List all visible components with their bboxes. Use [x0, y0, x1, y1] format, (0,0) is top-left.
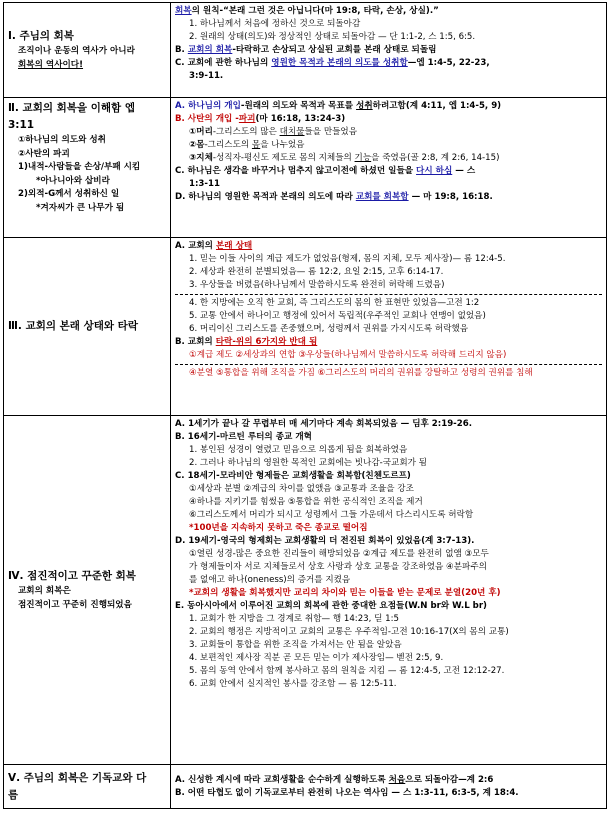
section-3-item-6: 6. 머리이신 그리스도를 존중했으며, 성령께서 권위를 가지시도록 허락했음: [189, 324, 469, 334]
section-3-item-1: 1. 믿는 이들 사이의 계급 제도가 없었음(형제, 몸의 지체, 모두 제사장)— 롬 12:4-5.: [189, 254, 506, 264]
section-3-item-5: 5. 교통 안에서 하나이고 행정에 있어서 독립적(우주적인 교회나 연맹이 없었음): [189, 311, 486, 321]
section-4-e-4: 4. 보편적인 제사장 직분 곧 모든 믿는 이가 제사장임— 벧전 2:5, 9.: [189, 653, 444, 663]
section-4-e-6: 6. 교회 안에서 실지적인 봉사를 강조함 — 롬 12:5-11.: [189, 679, 397, 689]
section-4-point-b: B. 16세기-마르틴 루터의 종교 개혁: [175, 432, 312, 442]
section-3-title-cell: [4, 238, 171, 416]
section-row-3: [4, 238, 607, 416]
section-1-item-2: 2. 원래의 상태(의도)와 정상적인 상태로 되돌아감 — 단 1:1-2, 스 1:5, 6:5.: [189, 32, 476, 42]
section-3-point-a: A. 교회의 본래 상태: [175, 241, 253, 251]
section-4-sub-1: 교회의 회복은: [18, 586, 71, 596]
outline-table: [3, 2, 607, 809]
section-2-sub-3: 1)내적-사람들을 손상/부패 시킴: [18, 162, 141, 172]
section-5-point-b: B. 어떤 타협도 없이 기독교로부터 완전히 나오는 역사임 — 스 1:3-11, 6:3-5, 계 18:4.: [175, 787, 519, 798]
section-2-sub-4: *아나니아와 삽비라: [36, 175, 110, 186]
section-4-sub-2: 점진적이고 꾸준히 진행되었음: [18, 599, 132, 610]
section-4-e-1: 1. 교회가 한 지방을 그 경계로 취함— 행 14:23, 딛 1:5: [189, 614, 399, 624]
section-4-e-3: 3. 교회들이 통합을 위한 조직을 가져서는 안 됨을 알았음: [189, 640, 402, 650]
section-2-point-b: B. 사탄의 개입 -파괴(마 16:18, 13:24-3): [175, 114, 346, 124]
section-row-4: [4, 416, 607, 765]
section-2-sub-5: 2)외적-G께서 성취하신 일: [18, 189, 120, 199]
section-3-fall-1: ①계급 제도 ②세상과의 연합 ③우상들(하나님께서 말씀하시도록 허락해 드리지 않음): [189, 350, 507, 360]
section-1-subtitle-line2: 회복의 역사이다!: [18, 59, 84, 70]
section-2-heading-cont: 3:11: [8, 119, 35, 131]
section-2-content-cell: [171, 98, 607, 238]
section-2-b2: ②몸-그리스도의 몸을 나누었음: [189, 140, 305, 150]
section-1-point-c-cont: 3:9-11.: [189, 71, 224, 81]
section-4-d-3: 를 없애고 하나(oneness)의 증거를 지켰음: [189, 575, 351, 585]
section-1-item-1: 1. 하나님께서 처음에 정하신 것으로 되돌아감: [189, 19, 361, 29]
section-4-point-d: D. 19세기-영국의 형제회는 교회생활의 더 전진된 회복이 있었음(계 3:7-13).: [175, 536, 475, 546]
section-3-fall-2: ④분열 ⑤통합을 위해 조직을 가짐 ⑥그리스도의 머리의 권위를 강탈하고 성령의 권위를 침해: [189, 368, 533, 378]
section-2-sub-6: *겨자씨가 큰 나무가 됨: [36, 202, 125, 213]
section-5-title-cell: [4, 765, 171, 809]
section-2-point-d: D. 하나님의 영원한 목적과 본래의 의도에 따라 교회를 회복함 — 마 19:8, 16:18.: [175, 192, 493, 202]
section-4-point-e: E. 동아시아에서 이루어진 교회의 회복에 관한 중대한 요점들(W.N br와 W.L br): [175, 601, 487, 611]
section-1-title-cell: [4, 3, 171, 98]
section-4-d-note: *교회의 생활을 회복했지만 교리의 차이와 믿는 이들을 받는 문제로 분열(20년 후): [189, 588, 501, 598]
section-3-item-4: 4. 한 지방에는 오직 한 교회, 즉 그리스도의 몸의 한 표현만 있었음—고전 1:2: [189, 298, 480, 308]
section-4-c-3: ⑥그리스도께서 머리가 되시고 성령께서 그들 가운데서 다스리시도록 허락함: [189, 510, 474, 520]
section-4-point-c: C. 18세기-모라비안 형제들은 교회생활을 회복함(친첸도르프): [175, 471, 411, 481]
section-1-point-b: B. 교회의 회복-타락하고 손상되고 상실된 교회를 본래 상태로 되돌림: [175, 45, 437, 55]
section-row-2: [4, 98, 607, 238]
section-5-point-a: A. 신성한 계시에 따라 교회생활을 순수하게 실행하도록 처음으로 되돌아감—계 2:6: [175, 774, 494, 785]
section-2-heading: Ⅱ. 교회의 회복을 이해함 엡: [8, 102, 135, 114]
section-4-heading: Ⅳ. 점진적이고 꾸준한 회복: [8, 570, 136, 582]
section-row-1: [4, 3, 607, 98]
section-1-subtitle-line1: 조직이나 운동의 역사가 아니라: [18, 46, 135, 56]
section-3-point-b: B. 교회의 타락-위의 6가지와 반대 됨: [175, 337, 318, 347]
section-2-b1: ①머리-그리스도의 많은 대치물들을 만들었음: [189, 127, 358, 137]
section-2-sub-2: ②사탄의 파괴: [18, 148, 70, 159]
section-5-heading-cont: 름: [8, 788, 19, 801]
section-1-point-a: 회복의 원칙-“본래 그런 것은 아닙니다(마 19:8, 타락, 손상, 상실).”: [175, 6, 439, 16]
section-1-content-cell: [171, 3, 607, 98]
section-3-content-cell: [171, 238, 607, 416]
section-1-point-c: C. 교회에 관한 하나님의 영원한 목적과 본래의 의도를 성취함—엡 1:4-5, 22-23,: [175, 58, 490, 68]
divider: [175, 294, 602, 295]
section-4-c-1: ①세상과 분별 ②계급의 차이를 없앴음 ③교통과 조율을 강조: [189, 484, 414, 494]
section-4-d-1: ①열린 성경-많은 중요한 진리들이 해방되었음 ②계급 제도를 완전히 없앰 ③모두: [189, 549, 489, 559]
section-5-heading: Ⅴ. 주님의 회복은 기독교와 다: [8, 771, 147, 784]
section-4-b-2: 2. 그러나 하나님의 영원한 목적인 교회에는 빗나감-국교회가 됨: [189, 458, 427, 468]
section-3-heading: Ⅲ. 교회의 본래 상태와 타락: [8, 320, 138, 332]
section-5-content-cell: [171, 765, 607, 809]
section-4-title-cell: [4, 416, 171, 765]
section-2-point-c-cont: 1:3-11: [189, 179, 220, 189]
divider: [175, 364, 602, 365]
section-4-point-a: A. 1세기가 끝나 갈 무렵부터 매 세기마다 계속 회복되었음 — 딤후 2:19-26.: [175, 419, 472, 429]
section-4-e-5: 5. 몸의 동역 안에서 함께 봉사하고 몸의 원칙을 지킴 — 롬 12:4-5, 고전 12:12-27.: [189, 666, 505, 676]
section-4-b-1: 1. 봉인된 성경이 열렸고 믿음으로 의롭게 됨을 회복하였음: [189, 445, 408, 455]
section-2-title-cell: [4, 98, 171, 238]
section-2-point-a: A. 하나님의 개입-원래의 의도와 목적과 목표를 성취하려고함(계 4:11, 엡 1:4-5, 9): [175, 101, 502, 111]
section-2-point-c: C. 하나님은 생각을 바꾸거나 멈추지 않고이전에 하셨던 일들을 다시 하심 — 스: [175, 166, 476, 176]
section-3-item-2: 2. 세상과 완전히 분별되었음— 롬 12:2, 요일 2:15, 고후 6:14-17.: [189, 267, 444, 277]
section-2-sub-1: ①하나님의 의도와 성취: [18, 135, 106, 145]
section-row-5: [4, 765, 607, 809]
section-1-heading: Ⅰ. 주님의 회복: [8, 30, 74, 42]
section-4-d-2: 가 형제들이자 서로 지체들로서 상호 사랑과 상호 교통을 강조하였음 ④분파주의: [189, 562, 487, 572]
section-4-e-2: 2. 교회의 행정은 지방적이고 교회의 교통은 우주적임-고전 10:16-17(X의 몸의 교통): [189, 627, 509, 637]
section-4-c-note: *100년을 지속하지 못하고 죽은 종교로 떨어짐: [189, 523, 368, 533]
section-3-item-3: 3. 우상들을 버렸음(하나님께서 말씀하시도록 완전히 허락해 드렸음): [189, 280, 445, 290]
section-4-content-cell: [171, 416, 607, 765]
section-2-b3: ③지체-성직자-평신도 제도로 몸의 지체들의 기능을 죽였음(골 2:8, 계 2:6, 14-15): [189, 153, 500, 163]
section-4-c-2: ④하나를 지키기를 힘썼음 ⑤통합을 위한 공식적인 조직을 제거: [189, 497, 423, 507]
